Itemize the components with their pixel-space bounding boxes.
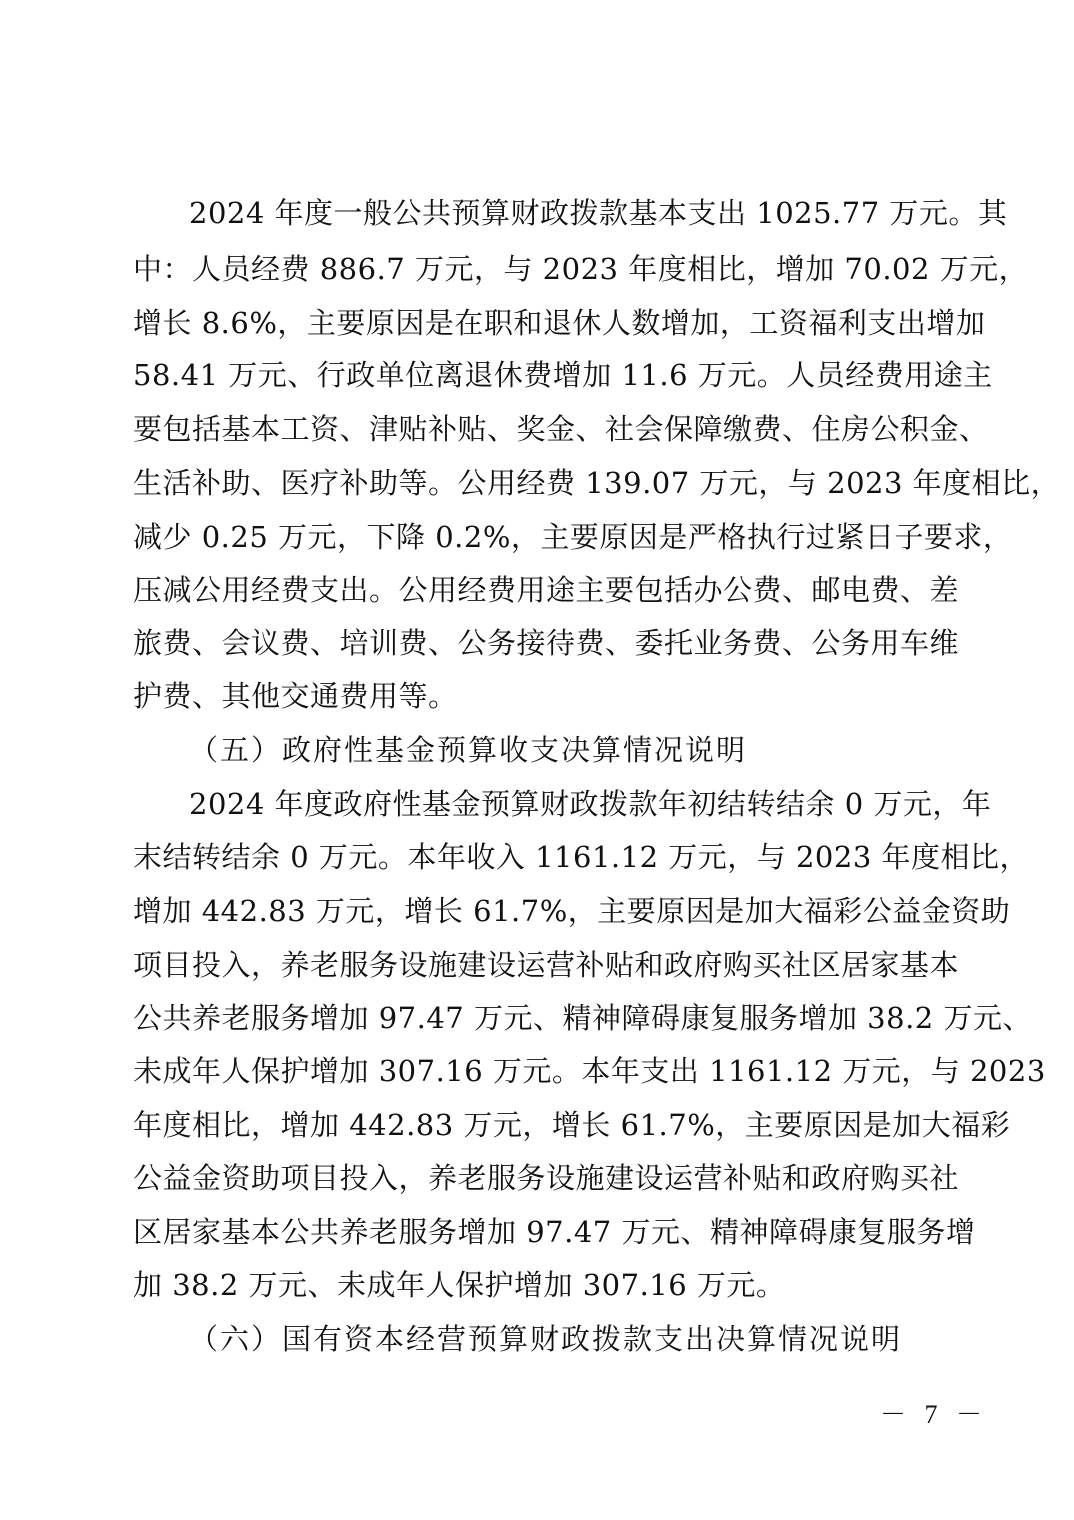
text-line: 生活补助、医疗补助等。公用经费 139.07 万元，与 2023 年度相比， (133, 466, 1061, 500)
text-line: 增加 442.83 万元，增长 61.7%，主要原因是加大福彩公益金资助 (133, 894, 1011, 928)
text-line: 2024 年度一般公共预算财政拨款基本支出 1025.77 万元。其 (189, 196, 1008, 230)
text-line: 公益金资助项目投入，养老服务设施建设运营补贴和政府购买社 (133, 1161, 960, 1195)
text-line: 2024 年度政府性基金预算财政拨款年初结转结余 0 万元，年 (189, 787, 992, 821)
text-line: 末结转结余 0 万元。本年收入 1161.12 万元，与 2023 年度相比， (133, 840, 1029, 874)
text-line: 压减公用经费支出。公用经费用途主要包括办公费、邮电费、差 (133, 573, 960, 607)
text-line: 要包括基本工资、津贴补贴、奖金、社会保障缴费、住房公积金、 (133, 412, 989, 446)
text-line: 护费、其他交通费用等。 (133, 679, 458, 713)
text-line: 中：人员经费 886.7 万元，与 2023 年度相比，增加 70.02 万元， (133, 252, 1029, 286)
text-line: 58.41 万元、行政单位离退休费增加 11.6 万元。人员经费用途主 (133, 358, 993, 392)
text-line: 未成年人保护增加 307.16 万元。本年支出 1161.12 万元，与 2023 (133, 1054, 1046, 1088)
text-line: 年度相比，增加 442.83 万元，增长 61.7%，主要原因是加大福彩 (133, 1108, 1011, 1142)
text-line: 旅费、会议费、培训费、公务接待费、委托业务费、公务用车维 (133, 626, 960, 660)
section-heading-6: （六）国有资本经营预算财政拨款支出决算情况说明 (189, 1322, 903, 1356)
page-number: － 7 － (880, 1400, 989, 1429)
text-line: 公共养老服务增加 97.47 万元、精神障碍康复服务增加 38.2 万元、 (133, 1001, 1032, 1035)
text-line: 增长 8.6%，主要原因是在职和退休人数增加，工资福利支出增加 (133, 306, 986, 340)
text-line: 项目投入，养老服务设施建设运营补贴和政府购买社区居家基本 (133, 948, 960, 982)
text-line: 减少 0.25 万元，下降 0.2%，主要原因是严格执行过紧日子要求， (133, 520, 1013, 554)
text-line: 加 38.2 万元、未成年人保护增加 307.16 万元。 (133, 1268, 786, 1302)
section-heading-5: （五）政府性基金预算收支决算情况说明 (189, 733, 748, 767)
text-line: 区居家基本公共养老服务增加 97.47 万元、精神障碍康复服务增 (133, 1215, 976, 1249)
